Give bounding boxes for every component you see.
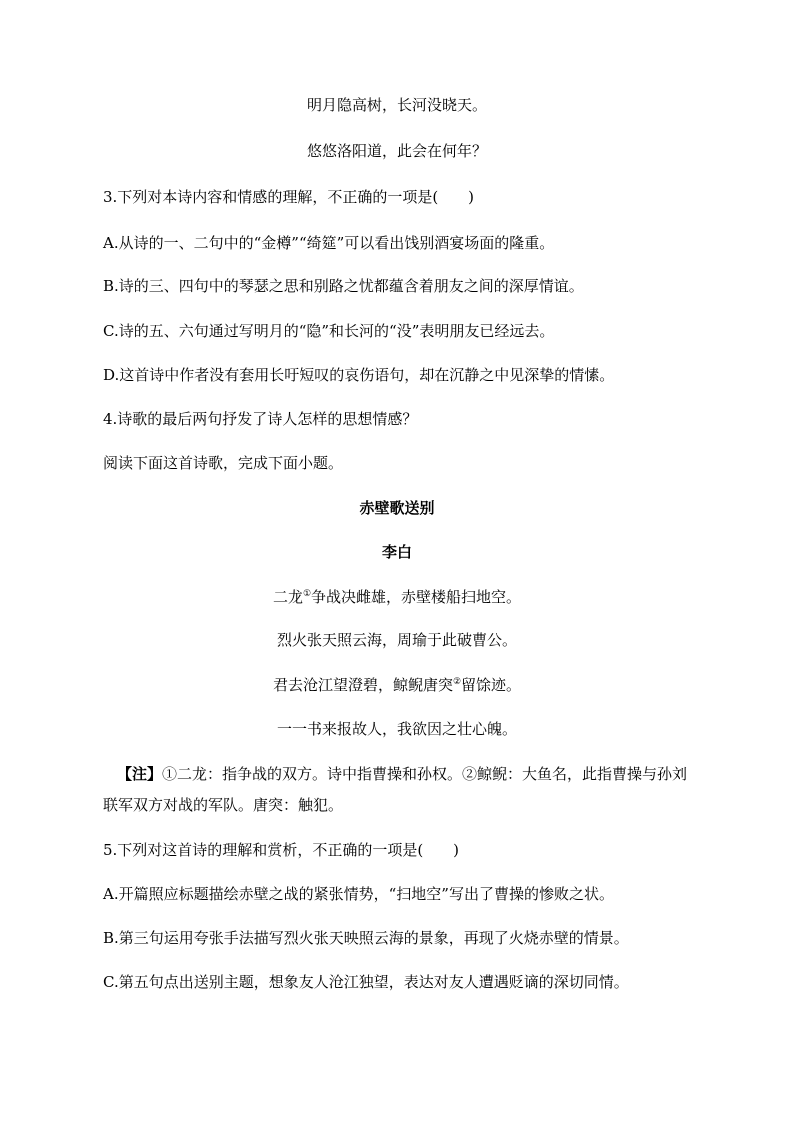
annotation-label: 【注】 <box>117 765 163 783</box>
poem1-line-5: 明月隐高树，长河没晓天。 <box>306 96 487 114</box>
annotation-text-1: ①二龙：指争战的双方。诗中指曹操和孙权。②鲸鲵：大鱼名，此指曹操与孙刘 <box>162 765 688 783</box>
poem2-line-3-part-b: 留馀迹。 <box>461 676 522 694</box>
footnote-marker-1: ① <box>302 589 312 599</box>
question-3-option-a: A.从诗的一、二句中的“金樽”“绮筵”可以看出饯别酒宴场面的隆重。 <box>103 234 555 252</box>
poem2-line-1-part-a: 二龙 <box>272 588 303 606</box>
question-3-option-d: D.这首诗中作者没有套用长吁短叹的哀伤语句，却在沉静之中见深挚的情愫。 <box>103 366 615 384</box>
question-4-stem: 4.诗歌的最后两句抒发了诗人怎样的思想情感？ <box>103 410 418 428</box>
reading-instruction: 阅读下面这首诗歌，完成下面小题。 <box>103 454 344 472</box>
poem2-line-3 <box>0 675 794 695</box>
question-5-option-c: C.第五句点出送别主题，想象友人沧江独望，表达对友人遭遇贬谪的深切同情。 <box>103 973 629 991</box>
question-3-option-c: C.诗的五、六句通过写明月的“隐”和长河的“没”表明朋友已经远去。 <box>103 322 555 340</box>
poem2-line-4: 一一书来报故人，我欲因之壮心魄。 <box>276 720 517 738</box>
poem2-line-3-part-a: 君去沧江望澄碧，鲸鲵唐突 <box>272 676 453 694</box>
annotation-line-1 <box>117 764 687 784</box>
question-3-option-b: B.诗的三、四句中的琴瑟之思和别路之忧都蕴含着朋友之间的深厚情谊。 <box>103 277 584 295</box>
question-3-stem: 3.下列对本诗内容和情感的理解，不正确的一项是( ) <box>103 188 475 206</box>
question-5-option-a: A.开篇照应标题描绘赤壁之战的紧张情势，“扫地空”写出了曹操的惨败之状。 <box>103 885 614 903</box>
question-5-option-b: B.第三句运用夸张手法描写烈火张天映照云海的景象，再现了火烧赤壁的情景。 <box>103 929 629 947</box>
annotation-line-2: 联军双方对战的军队。唐突：触犯。 <box>103 796 344 814</box>
poem2-line-1-part-b: 争战决雌雄，赤壁楼船扫地空。 <box>311 588 522 606</box>
footnote-marker-2: ② <box>452 677 462 687</box>
poem2-line-2: 烈火张天照云海，周瑜于此破曹公。 <box>276 631 517 649</box>
poem2-line-1 <box>0 587 794 607</box>
poem-title: 赤壁歌送别 <box>359 499 435 517</box>
poem1-line-6: 悠悠洛阳道，此会在何年？ <box>306 142 487 160</box>
question-5-stem: 5.下列对这首诗的理解和赏析，不正确的一项是( ) <box>103 841 460 859</box>
poem-author: 李白 <box>381 543 412 561</box>
